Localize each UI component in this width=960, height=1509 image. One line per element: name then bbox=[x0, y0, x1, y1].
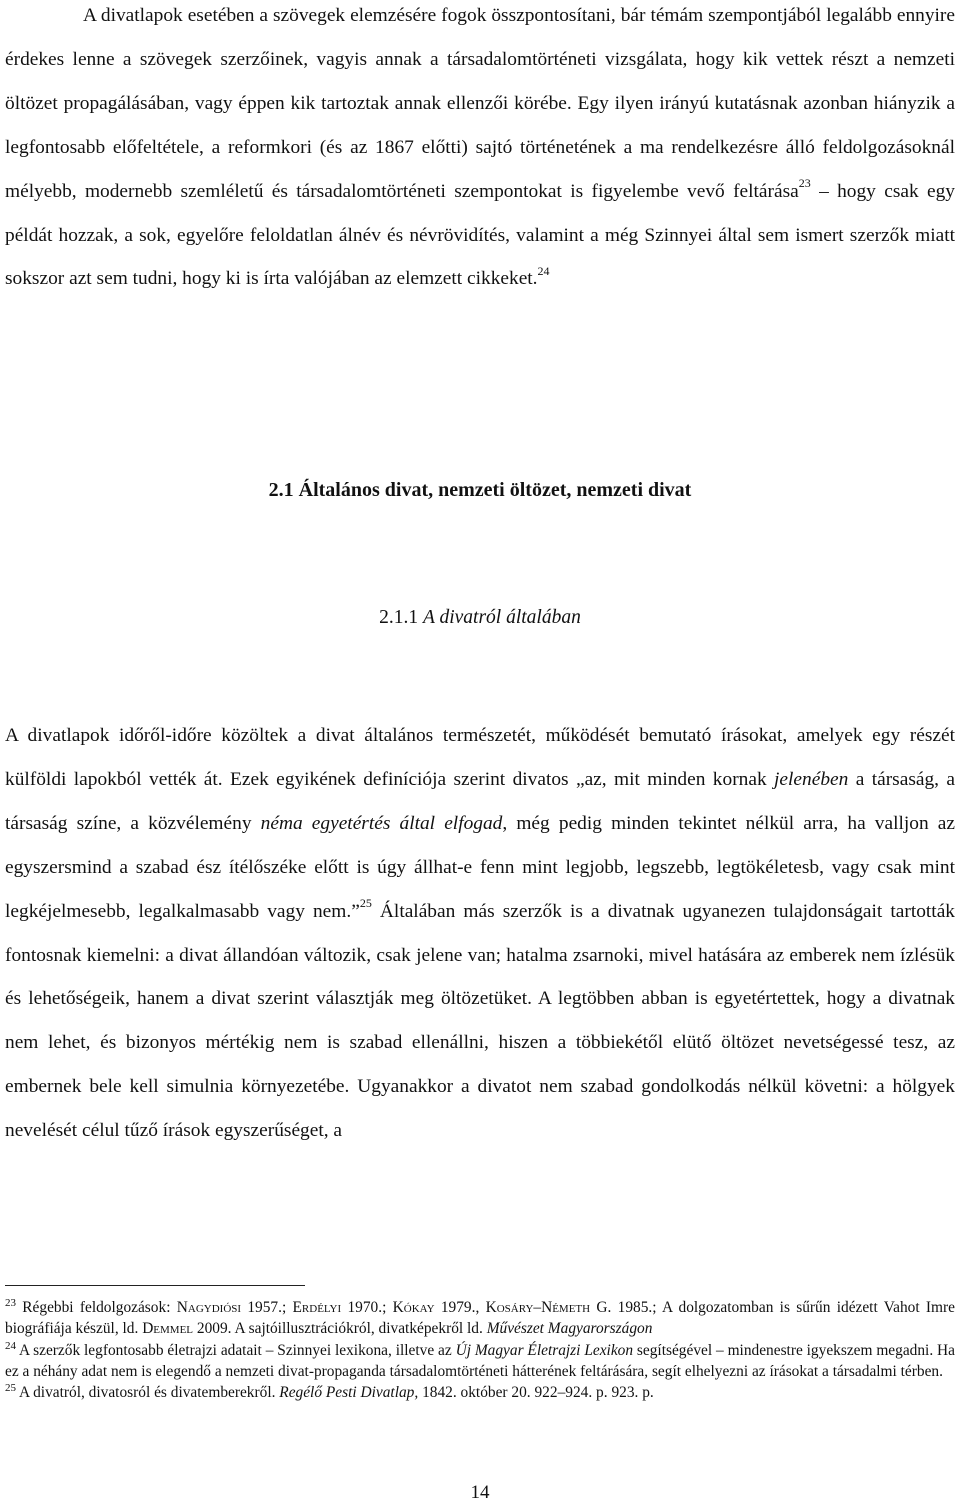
footnote-text: 1842. október 20. 922–924. p. 923. p. bbox=[418, 1384, 654, 1402]
author-name: Erdélyi bbox=[292, 1299, 342, 1316]
subsection-number: 2.1.1 bbox=[379, 607, 424, 628]
emphasis-text: néma egyetértés által elfogad bbox=[260, 812, 503, 834]
footnote-ref-25[interactable]: 25 bbox=[359, 896, 372, 911]
body-paragraph-intro bbox=[5, 0, 955, 301]
paragraph-text: – hogy csak egy példát hozzak, a sok, egyelőre feloldatlan álnév és névrövidítés, valamint a még Szinnyei által sem ismert szerzők miatt sokszor azt sem tudni, hogy ki is írta valójában az elemzett cikkeket. bbox=[5, 180, 955, 290]
subsection-heading bbox=[0, 602, 960, 634]
footnote-25 bbox=[5, 1382, 955, 1403]
section-heading: 2.1 Általános divat, nemzeti öltözet, nemzeti divat bbox=[268, 479, 692, 501]
footnote-separator bbox=[5, 1285, 305, 1286]
body-paragraph-fashion bbox=[5, 714, 955, 1153]
work-title: Új Magyar Életrajzi Lexikon bbox=[455, 1341, 634, 1359]
footnote-number: 24 bbox=[5, 1339, 16, 1352]
emphasis-text: jelenében bbox=[774, 768, 849, 790]
footnote-text: A divatról, divatosról és divatemberekről. bbox=[16, 1384, 280, 1402]
footnote-24 bbox=[5, 1340, 955, 1383]
footnote-text: 1970.; bbox=[341, 1299, 393, 1316]
footnote-number: 25 bbox=[5, 1382, 16, 1395]
author-name: Demmel bbox=[142, 1320, 194, 1338]
paragraph-text: , még pedig minden tekintet nélkül arra, ha valljon az egyszersmind a szabad ész ítélőszéke előtt is úgy állhat-e fenn mint legjobb, legszebb, legtökéletesb, vagy csak mint legkéjelmesebb, legalkalmasabb vagy nem.” bbox=[5, 812, 956, 922]
footnote-text: segítségével – mindenestre igyekszem megadni. Ha ez a néhány adat nem is elegendő a nemzeti divat-propaganda társadalomtörténeti hátterének feltárására, segít elhelyezni az írásokat a társadalmi térben. bbox=[5, 1341, 955, 1380]
author-name: Kókay bbox=[392, 1299, 435, 1316]
footnote-ref-23[interactable]: 23 bbox=[798, 176, 811, 191]
subsection-title: A divatról általában bbox=[423, 607, 581, 628]
work-title: Regélő Pesti Divatlap, bbox=[279, 1384, 419, 1402]
author-name: Kosáry–Németh bbox=[485, 1299, 591, 1316]
footnote-number: 23 bbox=[5, 1296, 16, 1309]
footnote-text: 1957.; bbox=[241, 1299, 293, 1316]
page-number: 14 bbox=[470, 1482, 490, 1503]
footnote-ref-24[interactable]: 24 bbox=[537, 263, 550, 278]
footnote-text: Régebbi feldolgozások: bbox=[16, 1299, 177, 1316]
paragraph-text: A divatlapok esetében a szövegek elemzésére fogok összpontosítani, bár témám szempontjából legalább ennyire érdekes lenne a szövegek szerzőinek, vagyis annak a társadalomtörténeti vizsgálata, hogy kik vettek részt a nemzeti öltözet propagálásában, vagy éppen kik tartoztak annak ellenzői körébe. Egy ilyen irányú kutatásnak azonban hiányzik a legfontosabb előfeltétele, a reformkori (és az 1867 előtti) sajtó történetének a ma rendelkezésre álló feldolgozásoknál mélyebb, modernebb szemléletű és társadalomtörténeti szempontokat is figyelembe vevő feltárása bbox=[5, 5, 955, 202]
footnote-23 bbox=[5, 1297, 955, 1340]
paragraph-text: Általában más szerzők is a divatnak ugyanezen tulajdonságait tartották fontosnak kiemelni: a divat állandóan változik, csak jelene van; hatalma zsarnoki, mivel hatására az emberek nem ízlésük és lehetőségeik, hanem a divat szerint választják meg öltözetüket. A legtöbben abban is egyetértettek, hogy a divatnak nem lehet, és bizonyos mértékig nem is szabad ellenállni, hiszen a többiekétől elütő öltözet nevetségessé tesz, az embernek bele kell simulnia környezetébe. Ugyanakkor a divatot nem szabad gondolkodás nélkül követni: a hölgyek nevelését célul tűző írások egyszerűséget, a bbox=[5, 900, 955, 1142]
footnote-text: 1979., bbox=[434, 1299, 486, 1316]
work-title: Művészet Magyarországon bbox=[486, 1320, 653, 1338]
footnote-text: A szerzők legfontosabb életrajzi adatait – Szinnyei lexikona, illetve az bbox=[16, 1341, 456, 1359]
paragraph-text: A divatlapok időről-időre közöltek a divat általános természetét, működését bemutató írásokat, amelyek egy részét külföldi lapokból vették át. Ezek egyikének definíciója szerint divatos „az, mit minden kornak bbox=[5, 725, 955, 790]
author-name: Nagydiósi bbox=[176, 1299, 242, 1316]
footnotes bbox=[5, 1297, 955, 1403]
footnote-text: G. 1985.; A dolgozatomban is sűrűn idézett Vahot Imre biográfiája készül, ld. bbox=[5, 1299, 955, 1338]
paragraph-text: a társaság, a társaság színe, a közvélemény bbox=[5, 768, 956, 834]
footnote-text: 2009. A sajtóillusztrációkról, divatképekről ld. bbox=[193, 1320, 487, 1338]
